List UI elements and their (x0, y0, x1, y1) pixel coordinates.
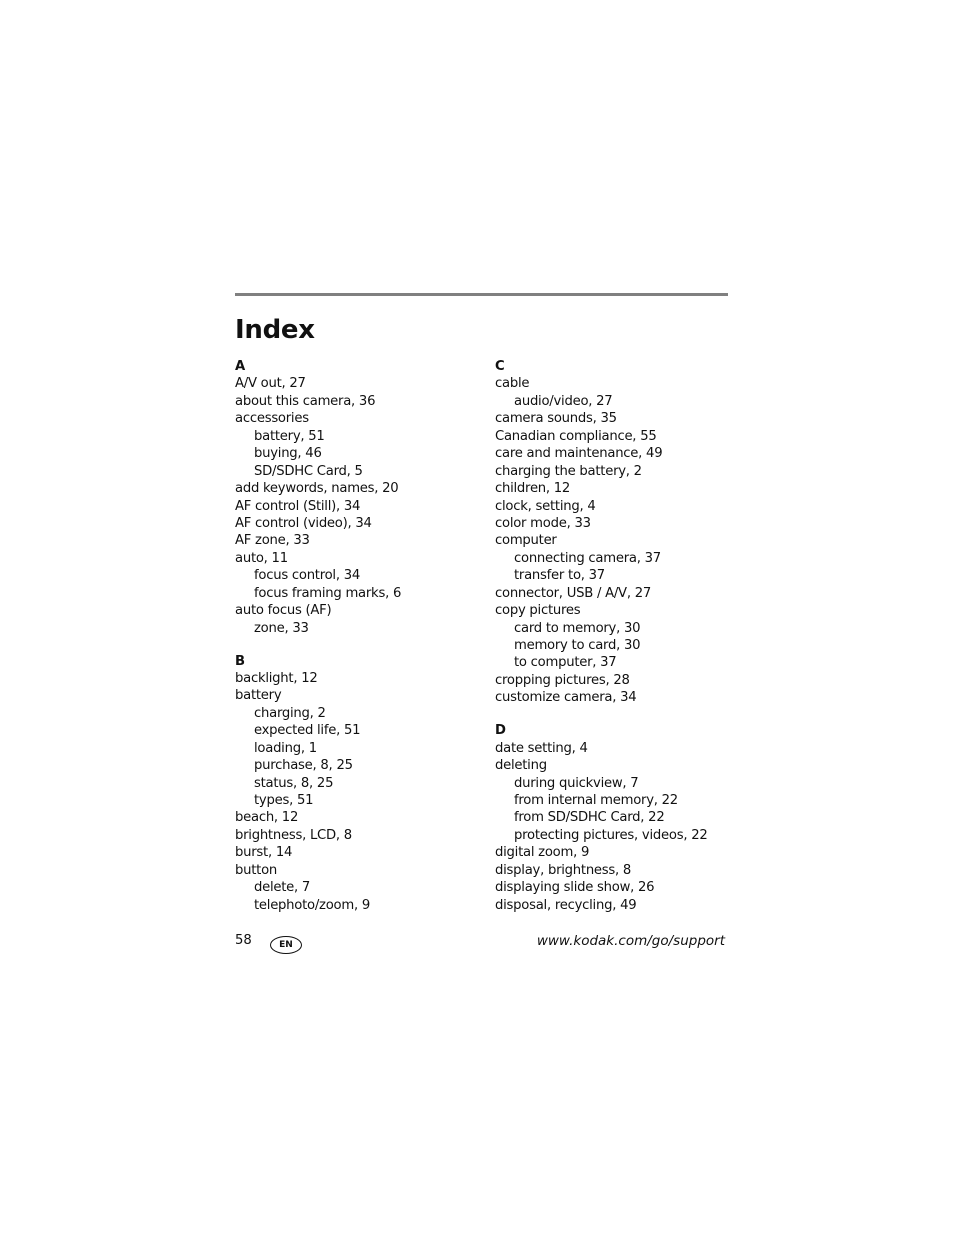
index-subentry: types, 51 (254, 793, 314, 808)
index-subentry: battery, 51 (254, 428, 325, 444)
index-entry: AF control (Still), 34 (235, 498, 361, 514)
index-entry: auto focus (AF) (235, 603, 332, 619)
index-subentry: audio/video, 27 (514, 393, 613, 409)
index-entry: AF control (video), 34 (235, 515, 372, 531)
index-entry: add keywords, names, 20 (235, 481, 399, 497)
index-entry: camera sounds, 35 (495, 411, 617, 427)
index-letter-heading: D (495, 723, 506, 739)
index-entry: auto, 11 (235, 550, 288, 566)
index-entry: clock, setting, 4 (495, 498, 596, 514)
index-entry: burst, 14 (235, 845, 293, 861)
index-entry: date setting, 4 (495, 740, 588, 756)
index-letter-heading: A (235, 359, 245, 374)
index-entry: beach, 12 (235, 810, 299, 826)
index-entry: deleting (495, 758, 547, 774)
index-subentry: loading, 1 (254, 740, 317, 756)
index-subentry: memory to card, 30 (514, 638, 641, 653)
index-entry: copy pictures (495, 603, 581, 619)
index-entry: A/V out, 27 (235, 376, 306, 392)
index-letter-heading: B (235, 653, 245, 669)
index-entry: children, 12 (495, 481, 571, 497)
index-subentry: focus framing marks, 6 (254, 585, 402, 601)
index-letter-heading: C (495, 359, 505, 374)
index-entry: displaying slide show, 26 (495, 880, 655, 896)
index-entry: digital zoom, 9 (495, 845, 590, 861)
index-entry: computer (495, 533, 557, 549)
index-subentry: telephoto/zoom, 9 (254, 897, 370, 913)
page-number: 58 (235, 933, 252, 948)
index-subentry: expected life, 51 (254, 723, 361, 739)
index-column-right (495, 358, 707, 914)
index-subentry: charging, 2 (254, 705, 326, 721)
index-subentry: delete, 7 (254, 880, 311, 896)
index-subentry: buying, 46 (254, 446, 322, 462)
index-entry: Canadian compliance, 55 (495, 428, 657, 444)
index-subentry: to computer, 37 (514, 655, 617, 671)
index-entry: connector, USB / A/V, 27 (495, 585, 651, 601)
index-entry: display, brightness, 8 (495, 862, 632, 878)
index-entry: cropping pictures, 28 (495, 672, 630, 688)
page-title: Index (235, 315, 315, 345)
index-entry: care and maintenance, 49 (495, 446, 663, 462)
index-subentry: connecting camera, 37 (514, 550, 661, 566)
index-subentry: purchase, 8, 25 (254, 758, 353, 774)
index-column-left (235, 358, 401, 914)
index-subentry: zone, 33 (254, 620, 309, 636)
index-entry: charging the battery, 2 (495, 463, 642, 479)
index-entry: AF zone, 33 (235, 533, 310, 549)
index-entry: color mode, 33 (495, 515, 591, 531)
index-subentry: from SD/SDHC Card, 22 (514, 810, 665, 826)
index-subentry: protecting pictures, videos, 22 (514, 827, 708, 843)
index-subentry: SD/SDHC Card, 5 (254, 463, 363, 479)
index-entry: customize camera, 34 (495, 690, 637, 706)
index-subentry: card to memory, 30 (514, 620, 641, 636)
index-entry: battery (235, 688, 282, 704)
index-entry: cable (495, 376, 530, 392)
language-badge: EN (270, 936, 302, 954)
index-entry: about this camera, 36 (235, 393, 376, 409)
index-entry: backlight, 12 (235, 670, 318, 686)
index-subentry: during quickview, 7 (514, 775, 639, 791)
index-subentry: from internal memory, 22 (514, 793, 678, 808)
index-entry: accessories (235, 411, 309, 427)
index-subentry: focus control, 34 (254, 568, 361, 584)
support-url: www.kodak.com/go/support (536, 933, 725, 949)
header-rule (235, 293, 728, 296)
index-subentry: status, 8, 25 (254, 775, 334, 791)
index-spacer (495, 707, 707, 723)
index-entry: disposal, recycling, 49 (495, 897, 637, 913)
index-entry: brightness, LCD, 8 (235, 827, 352, 843)
index-spacer (235, 637, 401, 653)
index-subentry: transfer to, 37 (514, 568, 605, 584)
index-entry: button (235, 862, 277, 878)
